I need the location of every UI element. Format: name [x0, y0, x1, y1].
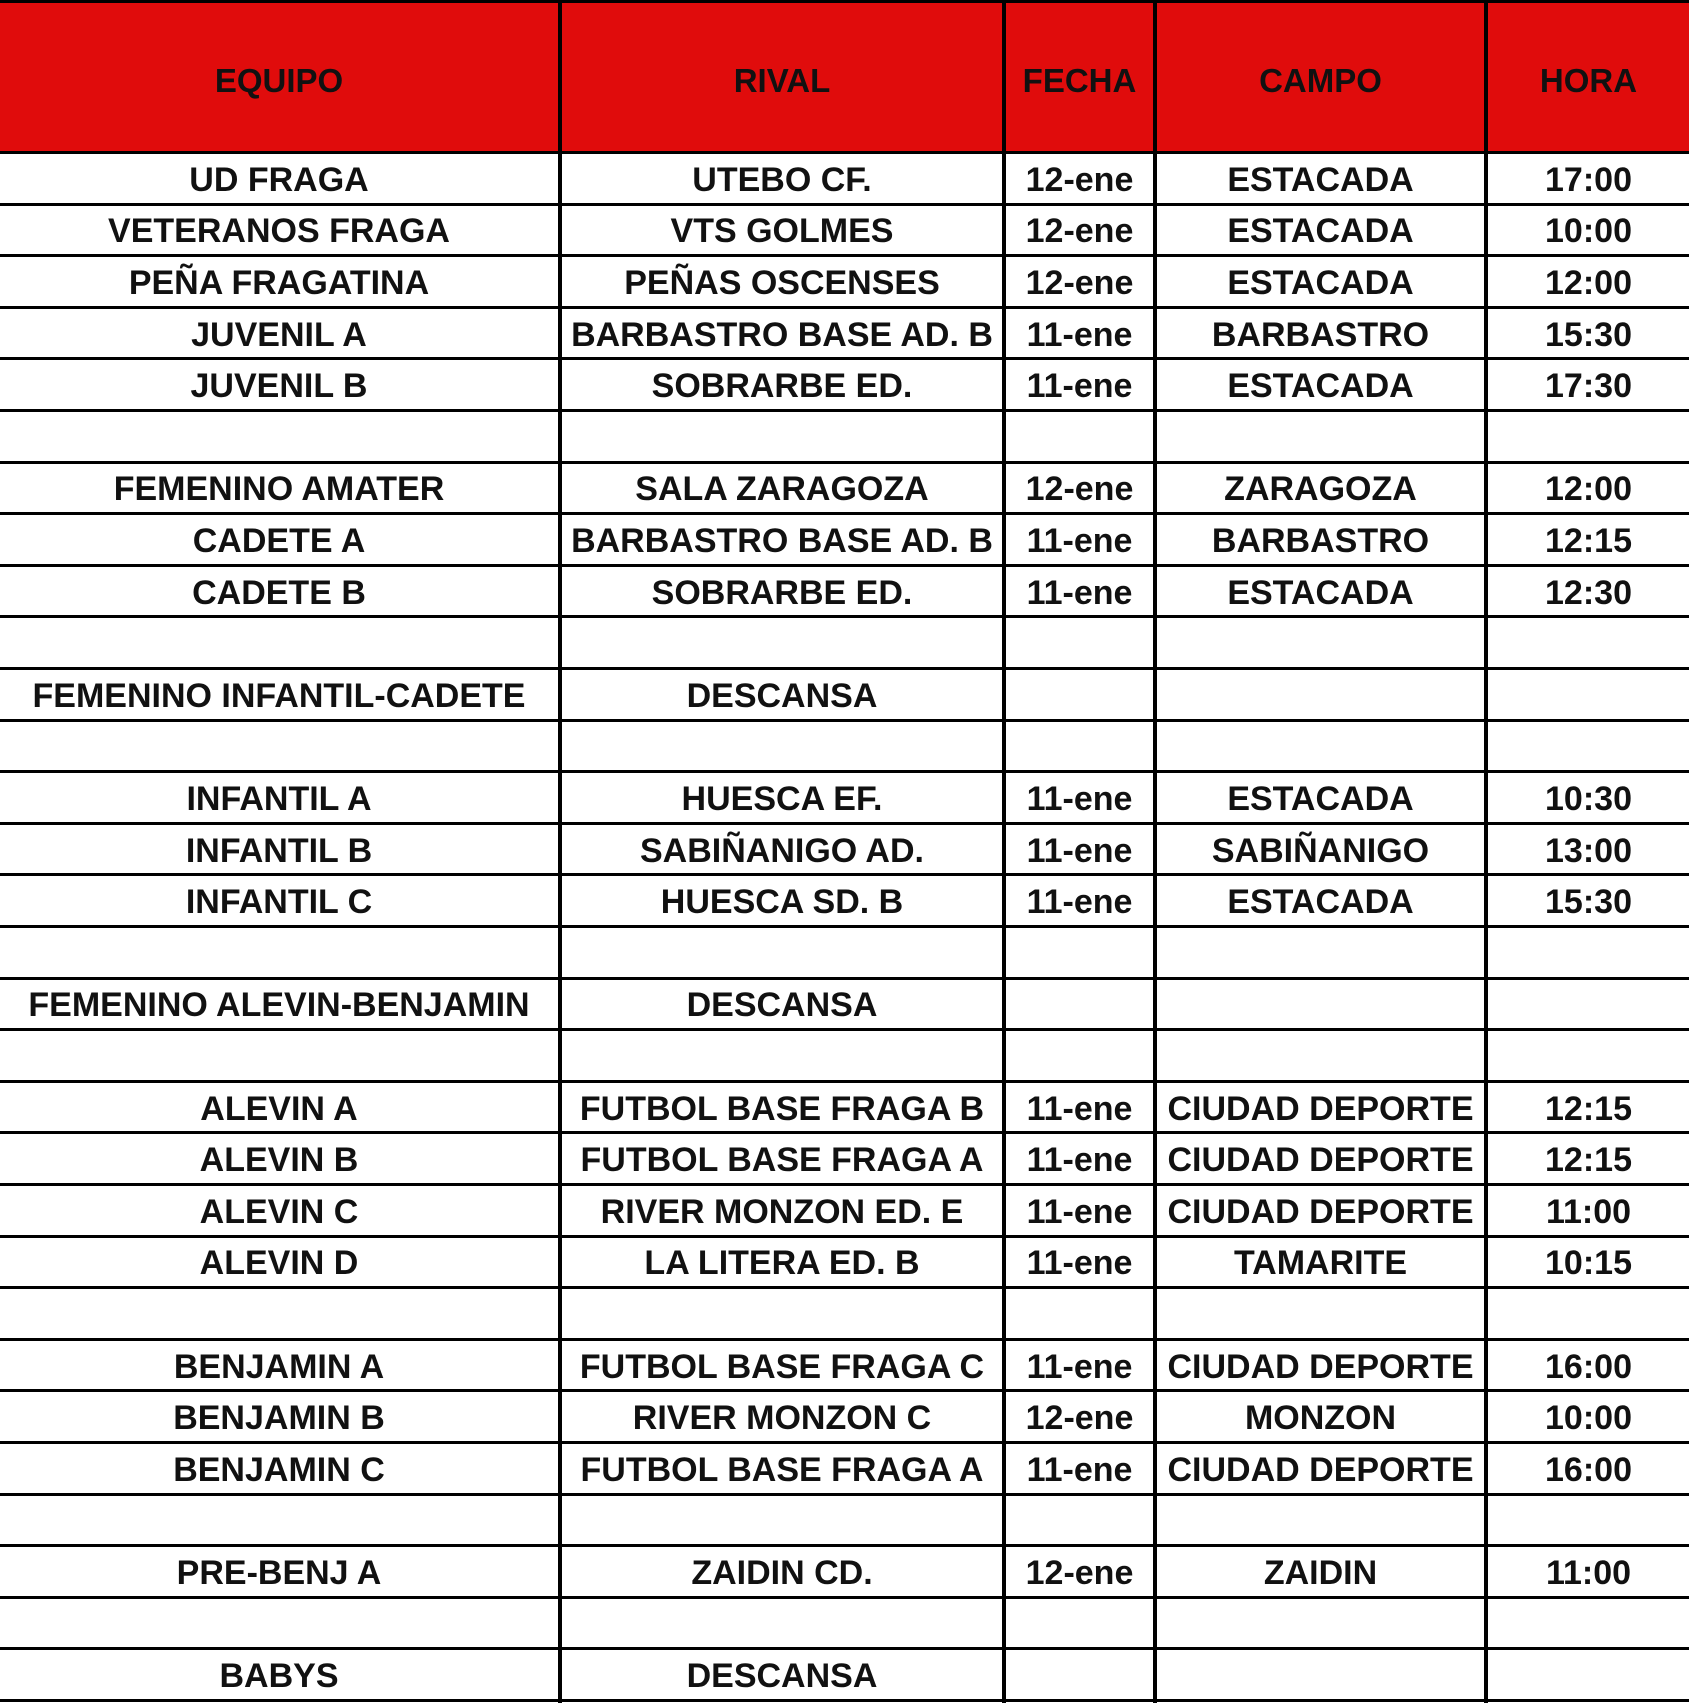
header-equipo: EQUIPO — [214, 62, 344, 99]
cell-campo: ZARAGOZA — [1224, 470, 1417, 509]
cell-fecha: 11-ene — [1026, 779, 1133, 818]
cell-equipo: PRE-BENJ A — [176, 1553, 382, 1592]
cell-equipo: BENJAMIN B — [173, 1399, 385, 1438]
cell-fecha — [1006, 1289, 1153, 1338]
cell-equipo: BENJAMIN C — [173, 1450, 385, 1489]
table-row — [0, 1599, 1689, 1651]
cell-fecha: 12-ene — [1025, 1399, 1134, 1438]
cell-hora: 12:15 — [1545, 521, 1632, 560]
cell-campo — [1157, 1289, 1484, 1338]
column-divider — [1002, 0, 1006, 1703]
table-row — [0, 1650, 1689, 1702]
cell-fecha: 11-ene — [1026, 1192, 1133, 1231]
cell-campo: CIUDAD DEPORTE — [1167, 1347, 1474, 1386]
cell-hora — [1488, 1289, 1689, 1338]
table-row — [0, 1031, 1689, 1083]
cell-fecha — [1006, 722, 1153, 771]
cell-rival: SOBRARBE ED. — [651, 573, 913, 612]
table-row — [0, 980, 1689, 1032]
cell-hora: 10:00 — [1545, 212, 1632, 251]
table-row — [0, 825, 1689, 877]
cell-rival: RIVER MONZON ED. E — [600, 1192, 964, 1231]
cell-campo — [1157, 1496, 1484, 1545]
cell-hora — [1488, 670, 1689, 719]
table-row — [0, 515, 1689, 567]
cell-hora: 12:00 — [1545, 263, 1632, 302]
cell-fecha: 11-ene — [1026, 1450, 1133, 1489]
cell-campo — [1157, 1599, 1484, 1648]
cell-rival: UTEBO CF. — [692, 160, 872, 199]
cell-rival: LA LITERA ED. B — [644, 1244, 920, 1283]
cell-rival — [562, 928, 1002, 977]
cell-campo: BARBASTRO — [1211, 521, 1430, 560]
cell-rival: DESCANSA — [686, 986, 878, 1025]
cell-campo: CIUDAD DEPORTE — [1167, 1450, 1474, 1489]
column-divider — [1484, 0, 1488, 1703]
cell-fecha: 12-ene — [1025, 160, 1134, 199]
cell-rival: FUTBOL BASE FRAGA A — [580, 1141, 984, 1180]
cell-fecha — [1006, 670, 1153, 719]
cell-equipo — [0, 618, 558, 667]
cell-rival: FUTBOL BASE FRAGA B — [579, 1089, 985, 1128]
cell-rival: SOBRARBE ED. — [651, 367, 913, 406]
table-row — [0, 360, 1689, 412]
cell-fecha: 11-ene — [1026, 883, 1133, 922]
cell-hora: 16:00 — [1545, 1347, 1632, 1386]
cell-hora — [1488, 980, 1689, 1029]
cell-rival: VTS GOLMES — [670, 212, 894, 251]
table-row — [0, 257, 1689, 309]
cell-hora — [1488, 1599, 1689, 1648]
cell-hora: 12:00 — [1545, 470, 1632, 509]
table-row — [0, 876, 1689, 928]
table-row — [0, 1083, 1689, 1135]
cell-hora — [1488, 1496, 1689, 1545]
cell-hora: 13:00 — [1545, 831, 1632, 870]
cell-hora — [1488, 722, 1689, 771]
cell-fecha: 11-ene — [1026, 521, 1133, 560]
cell-campo: ESTACADA — [1227, 883, 1414, 922]
cell-fecha — [1006, 1599, 1153, 1648]
cell-fecha — [1006, 412, 1153, 461]
cell-rival: PEÑAS OSCENSES — [624, 263, 940, 302]
cell-fecha: 11-ene — [1026, 573, 1133, 612]
table-row — [0, 1134, 1689, 1186]
table-row — [0, 1289, 1689, 1341]
cell-campo: ZAIDIN — [1263, 1553, 1378, 1592]
cell-fecha: 11-ene — [1026, 1089, 1133, 1128]
cell-fecha: 11-ene — [1026, 315, 1133, 354]
cell-campo: CIUDAD DEPORTE — [1167, 1089, 1474, 1128]
table-row — [0, 1547, 1689, 1599]
cell-equipo: INFANTIL B — [185, 831, 373, 870]
cell-campo: ESTACADA — [1227, 573, 1414, 612]
cell-equipo: ALEVIN B — [199, 1141, 359, 1180]
cell-hora: 17:00 — [1545, 160, 1632, 199]
cell-hora: 12:15 — [1545, 1089, 1632, 1128]
header-fecha: FECHA — [1022, 62, 1137, 99]
cell-fecha: 12-ene — [1025, 470, 1134, 509]
cell-equipo — [0, 1599, 558, 1648]
cell-rival: HUESCA EF. — [681, 779, 883, 818]
cell-fecha: 11-ene — [1026, 831, 1133, 870]
cell-hora: 15:30 — [1545, 315, 1632, 354]
cell-campo: CIUDAD DEPORTE — [1167, 1192, 1474, 1231]
cell-campo: CIUDAD DEPORTE — [1167, 1141, 1474, 1180]
cell-campo: ESTACADA — [1227, 160, 1414, 199]
cell-equipo: ALEVIN D — [199, 1244, 359, 1283]
table-row — [0, 618, 1689, 670]
cell-equipo — [0, 1496, 558, 1545]
column-divider — [1153, 0, 1157, 1703]
header-row — [0, 0, 1689, 154]
cell-rival — [562, 1031, 1002, 1080]
cell-fecha — [1006, 1031, 1153, 1080]
cell-campo: SABIÑANIGO — [1211, 831, 1430, 870]
cell-equipo: FEMENINO AMATER — [113, 470, 445, 509]
cell-fecha: 12-ene — [1025, 263, 1134, 302]
cell-hora — [1488, 618, 1689, 667]
cell-equipo: ALEVIN A — [200, 1089, 358, 1128]
cell-equipo: VETERANOS FRAGA — [108, 212, 450, 251]
cell-rival: SABIÑANIGO AD. — [640, 831, 924, 870]
cell-hora: 11:00 — [1545, 1192, 1632, 1231]
cell-hora: 15:30 — [1545, 883, 1632, 922]
cell-equipo: INFANTIL A — [186, 779, 372, 818]
cell-campo — [1157, 722, 1484, 771]
cell-rival — [562, 1496, 1002, 1545]
cell-rival: DESCANSA — [686, 1657, 878, 1696]
table-row — [0, 567, 1689, 619]
cell-fecha: 11-ene — [1026, 1347, 1133, 1386]
cell-equipo — [0, 722, 558, 771]
cell-hora: 10:30 — [1545, 779, 1632, 818]
cell-hora — [1488, 1650, 1689, 1699]
cell-equipo: PEÑA FRAGATINA — [128, 263, 430, 302]
cell-rival: ZAIDIN CD. — [691, 1553, 873, 1592]
cell-campo — [1157, 980, 1484, 1029]
cell-hora: 12:30 — [1545, 573, 1632, 612]
table-row — [0, 464, 1689, 516]
table-row — [0, 1496, 1689, 1548]
table-row — [0, 154, 1689, 206]
cell-fecha: 11-ene — [1026, 1244, 1133, 1283]
cell-equipo: FEMENINO ALEVIN-BENJAMIN — [28, 986, 530, 1025]
cell-rival: HUESCA SD. B — [660, 883, 904, 922]
cell-rival — [562, 1599, 1002, 1648]
table-row — [0, 722, 1689, 774]
table-row — [0, 1341, 1689, 1393]
cell-rival — [562, 618, 1002, 667]
cell-hora: 10:00 — [1545, 1399, 1632, 1438]
cell-hora — [1488, 412, 1689, 461]
cell-campo: ESTACADA — [1227, 212, 1414, 251]
cell-campo: BARBASTRO — [1211, 315, 1430, 354]
cell-fecha — [1006, 1650, 1153, 1699]
cell-hora: 10:15 — [1545, 1244, 1632, 1283]
cell-rival — [562, 722, 1002, 771]
cell-equipo: BENJAMIN A — [173, 1347, 385, 1386]
cell-rival — [562, 1289, 1002, 1338]
cell-hora: 17:30 — [1545, 367, 1632, 406]
cell-hora: 12:15 — [1545, 1141, 1632, 1180]
cell-equipo — [0, 928, 558, 977]
cell-hora — [1488, 928, 1689, 977]
cell-rival: FUTBOL BASE FRAGA C — [579, 1347, 985, 1386]
table-row — [0, 670, 1689, 722]
cell-fecha — [1006, 618, 1153, 667]
cell-rival: RIVER MONZON C — [632, 1399, 932, 1438]
table-row — [0, 1392, 1689, 1444]
cell-fecha — [1006, 928, 1153, 977]
header-rival: RIVAL — [733, 62, 831, 99]
table-row — [0, 1238, 1689, 1290]
cell-equipo: CADETE A — [192, 521, 366, 560]
cell-fecha: 12-ene — [1025, 212, 1134, 251]
table-row — [0, 773, 1689, 825]
cell-equipo — [0, 1031, 558, 1080]
cell-fecha: 12-ene — [1025, 1553, 1134, 1592]
cell-fecha — [1006, 1496, 1153, 1545]
table-row — [0, 1186, 1689, 1238]
column-divider — [558, 0, 562, 1703]
cell-hora — [1488, 1031, 1689, 1080]
cell-rival — [562, 412, 1002, 461]
cell-equipo: ALEVIN C — [199, 1192, 359, 1231]
cell-equipo: JUVENIL B — [190, 367, 368, 406]
cell-rival: DESCANSA — [686, 676, 878, 715]
cell-fecha: 11-ene — [1026, 1141, 1133, 1180]
cell-fecha: 11-ene — [1026, 367, 1133, 406]
table-row — [0, 309, 1689, 361]
cell-campo: TAMARITE — [1233, 1244, 1408, 1283]
cell-equipo: BABYS — [219, 1657, 339, 1696]
cell-campo: ESTACADA — [1227, 367, 1414, 406]
cell-campo: ESTACADA — [1227, 263, 1414, 302]
cell-equipo: JUVENIL A — [191, 315, 367, 354]
cell-rival: BARBASTRO BASE AD. B — [571, 315, 993, 354]
cell-rival: BARBASTRO BASE AD. B — [571, 521, 993, 560]
cell-equipo — [0, 412, 558, 461]
cell-fecha — [1006, 980, 1153, 1029]
cell-campo — [1157, 1031, 1484, 1080]
cell-campo: MONZON — [1244, 1399, 1397, 1438]
cell-equipo: FEMENINO INFANTIL-CADETE — [32, 676, 526, 715]
cell-equipo: INFANTIL C — [185, 883, 373, 922]
cell-campo — [1157, 670, 1484, 719]
cell-rival: FUTBOL BASE FRAGA A — [580, 1450, 984, 1489]
cell-equipo — [0, 1289, 558, 1338]
header-campo: CAMPO — [1259, 62, 1382, 99]
cell-campo — [1157, 928, 1484, 977]
cell-equipo: UD FRAGA — [189, 160, 369, 199]
cell-hora: 11:00 — [1545, 1553, 1632, 1592]
cell-campo: ESTACADA — [1227, 779, 1414, 818]
cell-hora: 16:00 — [1545, 1450, 1632, 1489]
cell-campo — [1157, 618, 1484, 667]
table-row — [0, 928, 1689, 980]
cell-campo — [1157, 412, 1484, 461]
cell-rival: SALA ZARAGOZA — [635, 470, 929, 509]
cell-campo — [1157, 1650, 1484, 1699]
header-hora: HORA — [1539, 62, 1638, 99]
cell-equipo: CADETE B — [192, 573, 366, 612]
table-row — [0, 206, 1689, 258]
table-row — [0, 412, 1689, 464]
table-row — [0, 1444, 1689, 1496]
